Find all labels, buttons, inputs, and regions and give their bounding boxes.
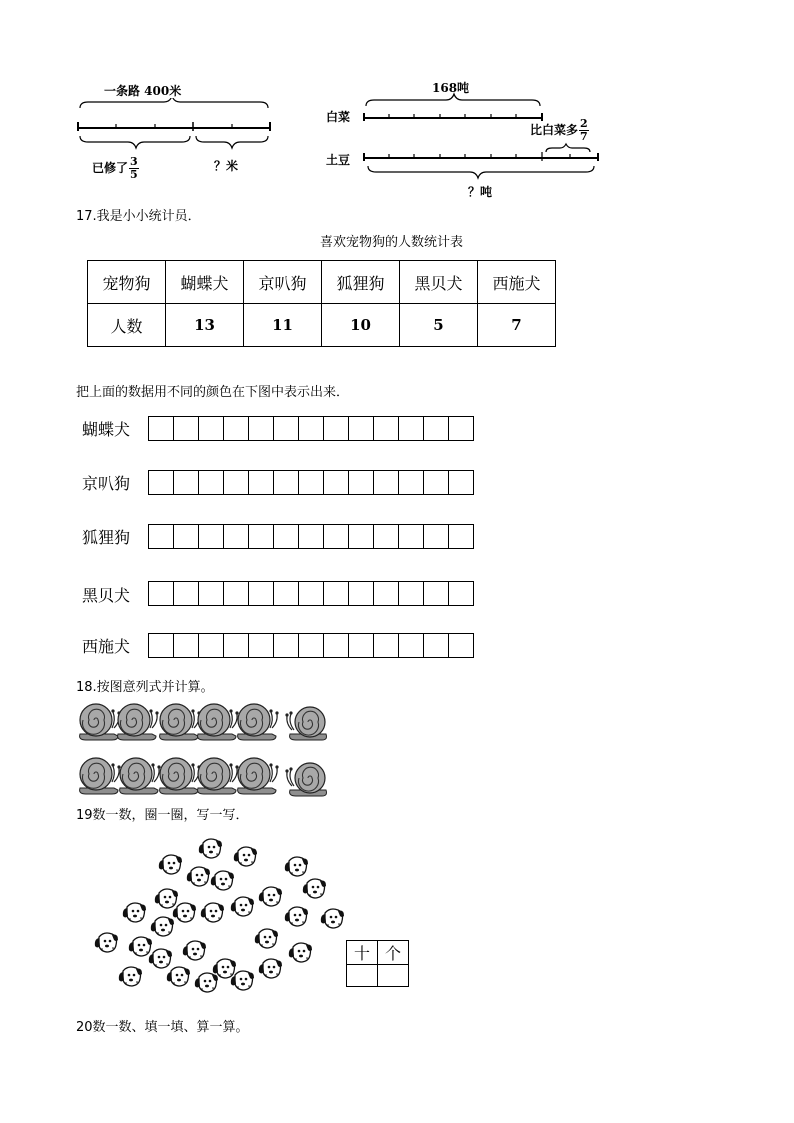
snail-group-svg xyxy=(76,700,336,805)
grid-cell[interactable] xyxy=(149,416,174,441)
q17-title: 17.我是小小统计员． xyxy=(76,209,201,224)
grid-cell[interactable] xyxy=(424,633,449,658)
ones-header: 个 xyxy=(378,941,409,965)
grid-cell[interactable] xyxy=(149,581,174,606)
snail-icon xyxy=(120,758,161,794)
grid-cell[interactable] xyxy=(449,470,474,495)
grid-row-black-shepherd[interactable] xyxy=(148,581,474,606)
dog-head-icon xyxy=(129,937,152,956)
grid-cell[interactable] xyxy=(349,470,374,495)
unknown-meters-label: ？米 xyxy=(214,159,239,173)
grid-cell[interactable] xyxy=(199,633,224,658)
dog-head-icon xyxy=(201,903,224,922)
table-header-cell: 宠物狗 xyxy=(88,261,166,304)
dog-head-icon xyxy=(195,973,218,992)
grid-row-shih-tzu[interactable] xyxy=(148,633,474,658)
grid-cell[interactable] xyxy=(174,524,199,549)
table-cell: 5 xyxy=(400,304,478,347)
cabbage-label: 白菜 xyxy=(326,110,351,124)
grid-label: 黑贝犬 xyxy=(82,586,131,605)
snail-icon xyxy=(80,704,121,740)
dog-head-icon xyxy=(159,855,182,874)
grid-cell[interactable] xyxy=(274,633,299,658)
dog-head-icon xyxy=(211,871,234,890)
dog-cluster-svg xyxy=(88,835,350,1000)
grid-cell[interactable] xyxy=(349,524,374,549)
grid-cell[interactable] xyxy=(424,416,449,441)
table-header-cell: 西施犬 xyxy=(478,261,556,304)
cabbage-total-label: 168吨 xyxy=(432,81,470,95)
grid-cell[interactable] xyxy=(299,470,324,495)
table-row xyxy=(88,304,556,347)
grid-cell[interactable] xyxy=(399,470,424,495)
grid-cell[interactable] xyxy=(449,581,474,606)
snail-icon xyxy=(160,758,201,794)
pet-dog-stats-table xyxy=(87,260,556,347)
grid-label: 蝴蝶犬 xyxy=(82,420,131,439)
dog-head-icon xyxy=(285,907,308,926)
grid-cell[interactable] xyxy=(174,470,199,495)
grid-cell[interactable] xyxy=(274,524,299,549)
stats-table-caption: 喜欢宠物狗的人数统计表 xyxy=(320,235,464,250)
snail-icon xyxy=(80,758,121,794)
grid-cell[interactable] xyxy=(324,633,349,658)
grid-cell[interactable] xyxy=(349,581,374,606)
snail-icon xyxy=(198,758,239,794)
dog-head-icon xyxy=(155,889,178,908)
dog-head-icon xyxy=(173,903,196,922)
grid-cell[interactable] xyxy=(249,470,274,495)
grid-label: 京叭狗 xyxy=(82,474,131,493)
dog-head-icon xyxy=(149,949,172,968)
dog-head-icon xyxy=(231,971,254,990)
grid-cell[interactable] xyxy=(299,581,324,606)
grid-cell[interactable] xyxy=(224,633,249,658)
dog-head-icon xyxy=(123,903,146,922)
grid-cell[interactable] xyxy=(349,416,374,441)
table-row-label: 人数 xyxy=(88,304,166,347)
dog-head-icon xyxy=(231,897,254,916)
place-value-header-row xyxy=(347,941,409,965)
snail-icon xyxy=(285,707,326,740)
grid-cell[interactable] xyxy=(374,581,399,606)
grid-cell[interactable] xyxy=(324,470,349,495)
dog-head-icon xyxy=(321,909,344,928)
place-value-table xyxy=(346,940,409,987)
grid-cell[interactable] xyxy=(224,470,249,495)
tens-answer-cell[interactable] xyxy=(347,965,378,987)
grid-cell[interactable] xyxy=(399,633,424,658)
grid-cell[interactable] xyxy=(274,416,299,441)
grid-cell[interactable] xyxy=(349,633,374,658)
grid-cell[interactable] xyxy=(249,524,274,549)
dog-head-icon xyxy=(234,847,257,866)
grid-cell[interactable] xyxy=(299,633,324,658)
grid-row-pekingese[interactable] xyxy=(148,470,474,495)
grid-cell[interactable] xyxy=(274,470,299,495)
grid-cell[interactable] xyxy=(449,524,474,549)
grid-cell[interactable] xyxy=(449,416,474,441)
snail-icon xyxy=(285,763,326,796)
grid-cell[interactable] xyxy=(174,581,199,606)
q19-title: 19数一数，圈一圈，写一写． xyxy=(76,808,249,823)
snail-icon xyxy=(238,758,279,794)
grid-cell[interactable] xyxy=(249,416,274,441)
snail-icon xyxy=(160,704,201,740)
snail-icon xyxy=(238,704,279,740)
grid-cell[interactable] xyxy=(424,524,449,549)
grid-label: 狐狸狗 xyxy=(82,528,131,547)
dog-head-icon xyxy=(289,943,312,962)
dog-head-icon xyxy=(187,867,210,886)
grid-cell[interactable] xyxy=(399,524,424,549)
more-than-cabbage-label: 比白菜多 $\frac{2}{7}$ xyxy=(530,117,588,143)
snail-icon xyxy=(198,704,239,740)
grid-cell[interactable] xyxy=(374,633,399,658)
q17-instruction: 把上面的数据用不同的颜色在下图中表示出来． xyxy=(76,385,350,400)
grid-cell[interactable] xyxy=(274,581,299,606)
vegetable-diagram-svg xyxy=(360,92,605,182)
grid-cell[interactable] xyxy=(324,581,349,606)
place-value-answer-row xyxy=(347,965,409,987)
grid-cell[interactable] xyxy=(324,524,349,549)
grid-cell[interactable] xyxy=(174,416,199,441)
table-cell: 7 xyxy=(478,304,556,347)
dog-head-icon xyxy=(285,857,308,876)
road-length-label: 一条路 400米 xyxy=(104,84,182,98)
dog-head-icon xyxy=(303,879,326,898)
grid-cell[interactable] xyxy=(249,633,274,658)
table-header-cell: 狐狸狗 xyxy=(322,261,400,304)
dog-head-icon xyxy=(199,839,222,858)
grid-cell[interactable] xyxy=(149,633,174,658)
dog-head-icon xyxy=(183,941,206,960)
q20-title: 20数一数、填一填、算一算。 xyxy=(76,1020,249,1035)
grid-cell[interactable] xyxy=(374,470,399,495)
grid-cell[interactable] xyxy=(224,416,249,441)
table-header-row xyxy=(88,261,556,304)
grid-cell[interactable] xyxy=(299,524,324,549)
grid-label: 西施犬 xyxy=(82,637,131,656)
grid-cell[interactable] xyxy=(424,581,449,606)
grid-cell[interactable] xyxy=(149,470,174,495)
repaired-label: 已修了 $\frac{3}{5}$ xyxy=(92,155,138,181)
grid-cell[interactable] xyxy=(449,633,474,658)
table-header-cell: 蝴蝶犬 xyxy=(166,261,244,304)
repaired-fraction: $\frac{3}{5}$ xyxy=(130,155,138,181)
road-diagram-svg xyxy=(74,98,279,158)
grid-cell[interactable] xyxy=(249,581,274,606)
grid-cell[interactable] xyxy=(199,470,224,495)
grid-cell[interactable] xyxy=(149,524,174,549)
grid-row-butterfly[interactable] xyxy=(148,416,474,441)
grid-cell[interactable] xyxy=(199,416,224,441)
grid-cell[interactable] xyxy=(399,581,424,606)
grid-cell[interactable] xyxy=(199,524,224,549)
grid-cell[interactable] xyxy=(224,581,249,606)
snail-icon xyxy=(118,704,159,740)
grid-cell[interactable] xyxy=(324,416,349,441)
grid-row-fox-dog[interactable] xyxy=(148,524,474,549)
grid-cell[interactable] xyxy=(199,581,224,606)
table-header-cell: 京叭狗 xyxy=(244,261,322,304)
q18-title: 18.按图意列式并计算。 xyxy=(76,680,214,695)
dog-head-icon xyxy=(259,887,282,906)
dog-head-icon xyxy=(255,929,278,948)
grid-cell[interactable] xyxy=(399,416,424,441)
dog-head-icon xyxy=(167,967,190,986)
grid-cell[interactable] xyxy=(224,524,249,549)
table-cell: 11 xyxy=(244,304,322,347)
dog-head-icon xyxy=(119,967,142,986)
dog-head-icon xyxy=(151,917,174,936)
grid-cell[interactable] xyxy=(174,633,199,658)
tens-header: 十 xyxy=(347,941,378,965)
dog-head-icon xyxy=(95,933,118,952)
table-cell: 10 xyxy=(322,304,400,347)
more-fraction: $\frac{2}{7}$ xyxy=(580,117,588,143)
table-cell: 13 xyxy=(166,304,244,347)
grid-cell[interactable] xyxy=(374,416,399,441)
grid-cell[interactable] xyxy=(299,416,324,441)
unknown-tons-label: ？吨 xyxy=(468,185,493,199)
grid-cell[interactable] xyxy=(374,524,399,549)
ones-answer-cell[interactable] xyxy=(378,965,409,987)
potato-label: 土豆 xyxy=(326,153,351,167)
table-header-cell: 黑贝犬 xyxy=(400,261,478,304)
grid-cell[interactable] xyxy=(424,470,449,495)
dog-head-icon xyxy=(259,959,282,978)
